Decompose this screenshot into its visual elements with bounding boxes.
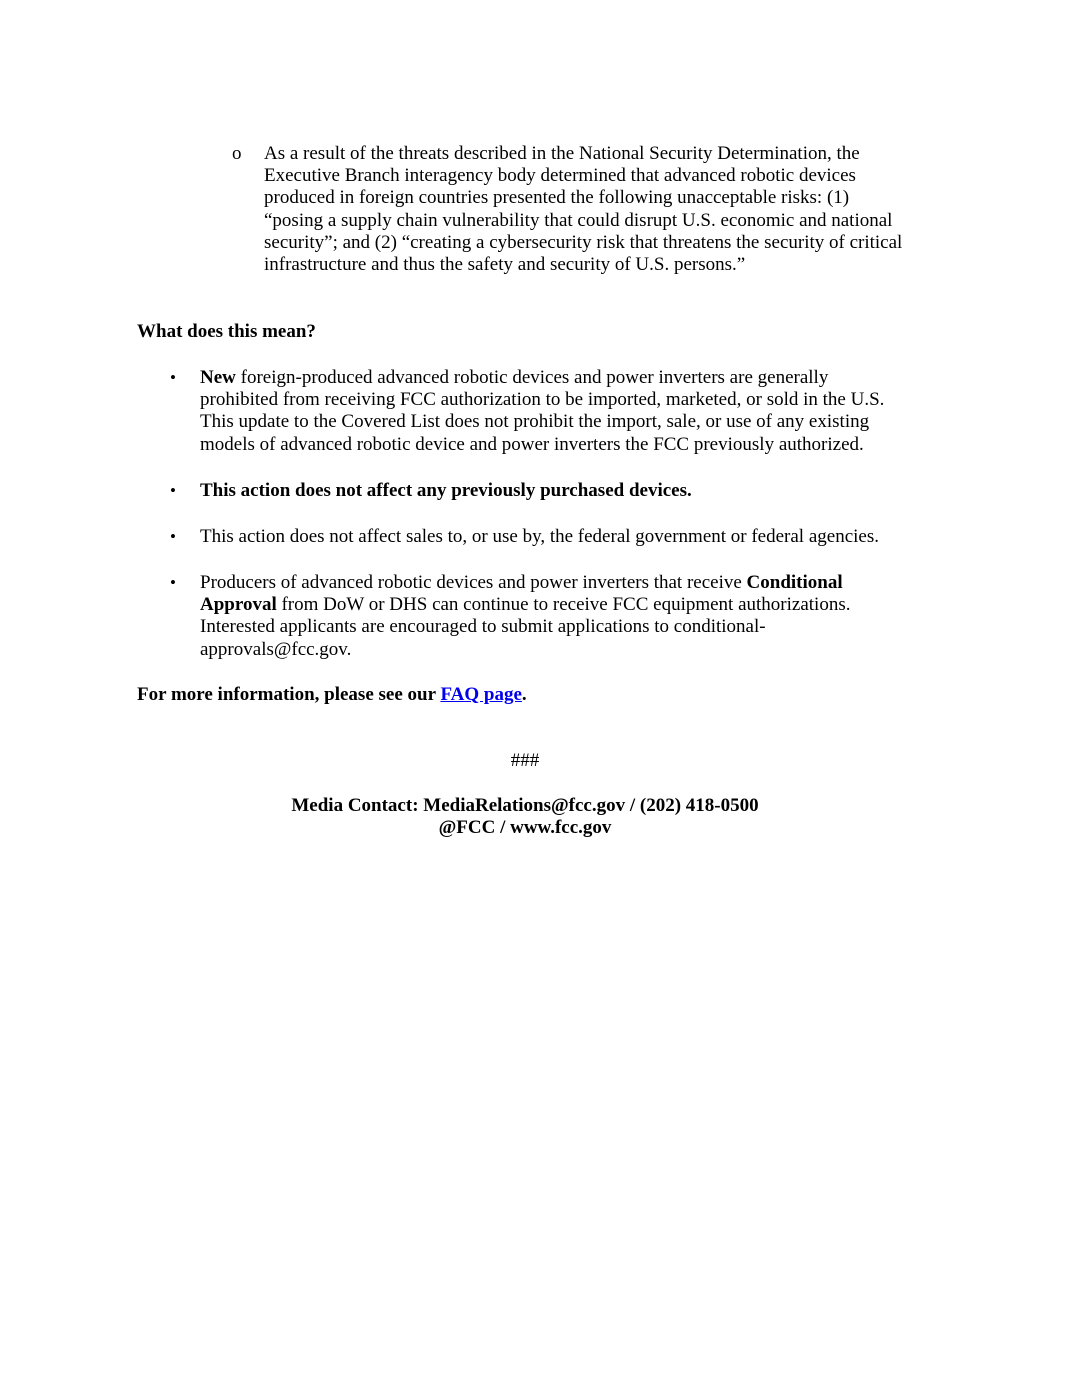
- bullet-text: Producers of advanced robotic devices and power inverters that receive: [200, 572, 747, 593]
- bullet-line: This update to the Covered List does not prohibit the import, sale, or use of any existing: [200, 411, 870, 433]
- bullet-line: prohibited from receiving FCC authorization to be imported, marketed, or sold in the U.S.: [200, 389, 885, 411]
- social-contact: @FCC / www.fcc.gov: [438, 817, 612, 838]
- bullet-marker: •: [170, 527, 176, 546]
- sub-bullet-line: Executive Branch interagency body determined that advanced robotic devices: [264, 165, 856, 187]
- bullet-line: [200, 594, 920, 616]
- sub-bullet-marker: o: [232, 143, 242, 164]
- bullet-marker: •: [170, 481, 176, 500]
- bullet-line: [200, 367, 920, 389]
- bullet-paragraph-bold: This action does not affect any previously purchased devices.: [200, 480, 692, 501]
- more-info-suffix: .: [521, 684, 527, 705]
- bullet-text: foreign-produced advanced robotic devices and power inverters are generally: [235, 367, 829, 388]
- bullet-marker: •: [170, 573, 176, 592]
- more-info-line: [137, 684, 527, 706]
- faq-page-link[interactable]: FAQ page: [440, 684, 522, 705]
- bullet-line: [200, 572, 920, 594]
- bullet-paragraph: [200, 367, 920, 456]
- end-separator: ###: [510, 750, 540, 771]
- bullet-line: Interested applicants are encouraged to submit applications to conditional-: [200, 616, 766, 638]
- sub-bullet-line: infrastructure and thus the safety and security of U.S. persons.”: [264, 254, 746, 276]
- section-heading: What does this mean?: [137, 321, 316, 342]
- sub-bullet-paragraph: [264, 143, 924, 276]
- bold-term: Approval: [200, 594, 277, 616]
- media-contact: Media Contact: MediaRelations@fcc.gov / (202) 418-0500: [291, 795, 759, 816]
- bullet-paragraph: [200, 572, 920, 661]
- bullet-line: approvals@fcc.gov.: [200, 638, 352, 660]
- bold-lead: New: [200, 367, 236, 388]
- sub-bullet-line: security”; and (2) “creating a cybersecurity risk that threatens the security of critical: [264, 231, 903, 253]
- sub-bullet-line: As a result of the threats described in the National Security Determination, the: [264, 143, 860, 164]
- bullet-paragraph: This action does not affect sales to, or use by, the federal government or federal agencies.: [200, 526, 879, 547]
- sub-bullet-line: produced in foreign countries presented the following unacceptable risks: (1): [264, 187, 850, 209]
- more-info-prefix: For more information, please see our: [137, 684, 441, 705]
- sub-bullet-line: “posing a supply chain vulnerability that could disrupt U.S. economic and national: [264, 209, 893, 231]
- bold-term: Conditional: [746, 572, 843, 593]
- bullet-marker: •: [170, 368, 176, 387]
- bullet-line: models of advanced robotic device and power inverters the FCC previously authorized.: [200, 433, 864, 455]
- bullet-text: from DoW or DHS can continue to receive FCC equipment authorizations.: [276, 594, 851, 616]
